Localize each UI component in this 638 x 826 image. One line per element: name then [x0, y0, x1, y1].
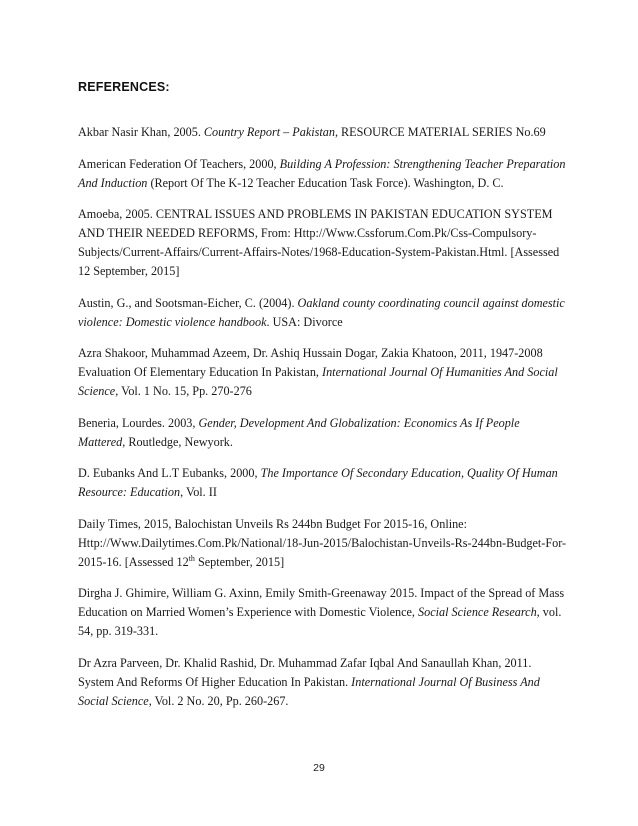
reference-text: September, 2015]	[194, 554, 285, 569]
reference-text: Austin, G., and Sootsman-Eicher, C. (2004).	[78, 295, 298, 310]
reference-entry	[78, 515, 568, 572]
reference-text: Vol. 2 No. 20, Pp. 260-267.	[151, 693, 289, 708]
reference-text: , Routledge, Newyork.	[122, 434, 233, 449]
reference-text: , RESOURCE MATERIAL SERIES No.69	[334, 125, 546, 139]
reference-text: th	[188, 553, 195, 563]
reference-title: International Journal Of Business And Social Science,	[78, 674, 540, 708]
reference-title: Country Report – Pakistan	[203, 125, 335, 139]
reference-entry	[78, 294, 568, 332]
reference-entry	[78, 584, 568, 641]
reference-text: Vol. 1 No. 15, Pp. 270-276	[118, 384, 252, 398]
reference-title: Oakland county coordinating council against domestic violence: Domestic violence handbook	[78, 295, 565, 329]
reference-title: Building A Profession: Strengthening Teacher Preparation And Induction	[78, 156, 566, 190]
reference-title: The Importance Of Secondary Education, Quality Of Human Resource: Education	[78, 466, 558, 499]
reference-entry	[78, 414, 568, 452]
references-heading: REFERENCES:	[78, 80, 170, 94]
reference-entry	[78, 123, 568, 142]
reference-list	[78, 123, 568, 723]
reference-text: Dirgha J. Ghimire, William G. Axinn, Emily Smith-Greenaway 2015. Impact of the Spread of Mass Education on Married Women’s Experience with Domestic Violence,	[78, 586, 565, 619]
reference-text: D. Eubanks And L.T Eubanks, 2000,	[78, 466, 261, 480]
reference-title: International Journal Of Humanities And Social Science,	[78, 365, 558, 398]
reference-entry	[78, 344, 568, 401]
reference-text: Dr Azra Parveen, Dr. Khalid Rashid, Dr. Muhammad Zafar Iqbal And Sanaullah Khan, 2011. System And Reforms Of Higher Education In Pakistan.	[78, 655, 532, 689]
reference-entry	[78, 654, 568, 711]
reference-text: vol. 54, pp. 319-331.	[78, 605, 562, 638]
reference-text: Beneria, Lourdes. 2003,	[78, 415, 199, 430]
reference-text: , Vol. II	[180, 485, 217, 499]
reference-text: Amoeba, 2005. CENTRAL ISSUES AND PROBLEMS IN PAKISTAN EDUCATION SYSTEM AND THEIR NEEDED REFORMS, From: Http://Www.Cssforum.Com.Pk/Css-Compulsory-Subjects/Current-Affairs/Current-Affairs-Notes/1968-Education-System-Pakistan.Html. [Assessed 12 September, 2015]	[78, 207, 560, 278]
reference-text: Daily Times, 2015, Balochistan Unveils Rs 244bn Budget For 2015-16, Online: Http://Www.Dailytimes.Com.Pk/National/18-Jun-2015/Balochistan-Unveils-Rs-244bn-Budget-For-2015-16. [Assessed 12	[78, 516, 567, 569]
reference-text: . USA: Divorce	[266, 314, 343, 329]
reference-title: Gender, Development And Globalization: Economics As If People Mattered	[78, 415, 520, 449]
page-number: 29	[313, 762, 325, 774]
reference-entry	[78, 155, 568, 193]
reference-entry	[78, 464, 568, 502]
reference-text: Azra Shakoor, Muhammad Azeem, Dr. Ashiq Hussain Dogar, Zakia Khatoon, 2011, 1947-2008 Evaluation Of Elementary Education In Pakistan,	[78, 346, 543, 379]
reference-text: American Federation Of Teachers, 2000,	[78, 156, 280, 171]
reference-text: Akbar Nasir Khan, 2005.	[78, 125, 204, 139]
reference-title: Social Science Research,	[418, 605, 540, 619]
reference-entry	[78, 205, 568, 281]
reference-text: (Report Of The K-12 Teacher Education Task Force). Washington, D. C.	[147, 175, 504, 190]
